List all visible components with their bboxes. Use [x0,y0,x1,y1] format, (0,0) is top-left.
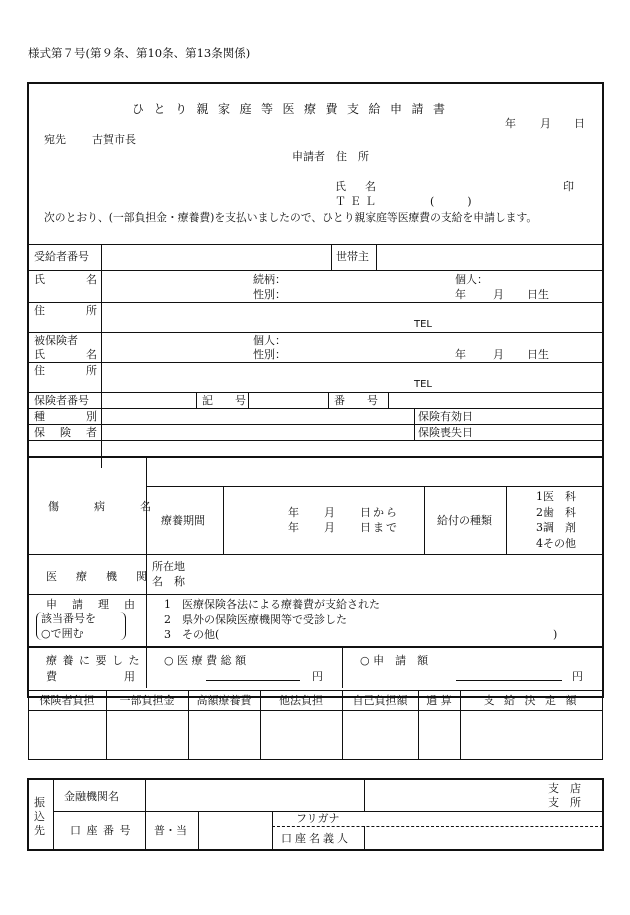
recipient-address-label-b: 所 [86,304,97,317]
insurance-valid-label: 保険有効日 [418,410,473,423]
settlement-col-3: 高額療養費 [196,694,252,707]
benefit-type-2: 2歯 科 [536,506,576,519]
insured-address-label-a: 住 [34,364,45,377]
reason-2: 2 県外の保険医療機関等で受診した [164,613,347,626]
addressee-label: 宛先 [44,133,66,146]
account-holder-label: 口座名義人 [281,832,351,845]
period-label: 療養期間 [161,514,205,527]
applicant-tel-paren: ( ) [430,195,472,208]
divider [145,779,146,850]
institution-name-label: 名 称 [152,575,185,588]
institution-location-label: 所在地 [152,560,185,573]
addressee: 古賀市長 [92,133,136,146]
declaration-text: 次のとおり、(一部負担金・療養費)を支払いましたので、ひとり親家庭等医療費の支給を申請します。 [44,211,538,224]
recipient-name-label-b: 名 [86,273,97,286]
symbol-label: 記 号 [202,394,246,407]
branch-label-2: 支 所 [548,796,581,809]
total-cost-field[interactable] [206,680,300,681]
date-month: 月 [540,117,551,130]
divider [364,779,365,811]
recipient-dob-month: 月 [493,288,504,301]
from-day: 日から [360,506,399,519]
applicant-tel-label: ＴＥＬ [335,195,380,208]
divider [328,392,329,408]
divider [364,826,365,850]
divider [28,594,603,595]
divider [53,779,54,850]
disease-label: 傷 病 名 [48,500,163,513]
applicant-name-label: 氏 名 [335,180,380,193]
settlement-col-1: 保険者負担 [39,694,95,707]
account-type: 普・当 [154,824,187,837]
to-month: 月 [324,521,335,534]
account-number-label: 口 座 番 号 [70,824,132,837]
label-column-divider [101,244,102,468]
benefit-type-3: 3調 剤 [536,521,576,534]
date-year: 年 [505,117,516,130]
benefit-type-4: 4その他 [536,537,576,550]
recipient-number-label: 受給者番号 [34,250,89,263]
settlement-col-6: 過 算 [426,694,452,707]
divider [28,424,603,425]
divider [272,811,273,850]
from-month: 月 [324,506,335,519]
number-label: 番 号 [334,394,378,407]
insured-dob-year: 年 [455,348,466,361]
recipient-address-label-a: 住 [34,304,45,317]
householder-label: 世帯主 [336,250,369,263]
request-yen: 円 [572,670,583,683]
form-number: 様式第７号(第９条、第10条、第13条関係) [28,46,251,60]
recipient-individual-label: 個人： [455,273,488,286]
divider [28,302,603,303]
type-label-b: 別 [86,410,97,423]
recipient-name-label-a: 氏 [34,273,45,286]
branch-label-1: 支 店 [548,782,581,795]
furigana-dashed-line [272,826,603,827]
divider [198,811,199,850]
reason-note-2: ○で囲む [41,627,84,640]
insured-label-b: 名 [86,348,97,361]
insured-label-a: 氏 [34,348,45,361]
transfer-label: 振込先 [34,796,45,837]
divider [28,332,603,333]
divider [28,270,603,271]
recipient-relation-label: 続柄： [253,273,286,286]
divider [223,486,224,554]
insurance-lost-label: 保険喪失日 [418,426,473,439]
type-label-a: 種 [34,410,45,423]
to-year: 年 [288,521,299,534]
insured-tel: TEL [414,379,432,390]
applicant-address-label: 申請者 住 所 [292,150,369,163]
date-day: 日 [574,117,585,130]
bank-institution-label: 金融機関名 [64,790,119,803]
insurer-label: 保 険 者 [34,426,99,439]
section-divider [28,456,603,458]
divider [28,362,603,363]
benefit-type-label: 給付の種類 [437,514,492,527]
recipient-gender-label: 性別： [253,288,286,301]
divider [28,408,603,409]
reason-3-close: ) [553,628,558,641]
insured-address-label-b: 所 [86,364,97,377]
cost-label-1: 療 養 に 要 し た [46,654,141,667]
insured-individual-label: 個人： [253,334,286,347]
insured-dob-month: 月 [493,348,504,361]
divider [146,646,147,688]
divider [506,486,507,554]
reason-3: 3 その他( [164,628,220,641]
section-divider [28,646,603,648]
to-day: 日まで [360,521,399,534]
insured-gender-label: 性別： [253,348,286,361]
divider [146,486,603,487]
request-amount-label: ○ 申 請 額 [360,654,429,667]
divider [342,646,343,688]
divider [28,392,603,393]
recipient-tel: TEL [414,319,432,330]
reason-1: 1 医療保険各法による療養費が支給された [164,598,380,611]
total-yen: 円 [312,670,323,683]
insurer-number-label: 保険者番号 [34,394,89,407]
settlement-col-4: 他法負担 [279,694,323,707]
insured-dob-day: 日生 [527,348,549,361]
divider [28,440,603,441]
institution-label: 医 療 機 関 [46,570,151,583]
cost-label-2: 費 用 [46,670,137,683]
divider [331,244,332,270]
divider [28,244,603,245]
divider [196,392,197,408]
request-amount-field[interactable] [456,680,562,681]
furigana-label: フリガナ [296,812,340,825]
seal-mark: 印 [563,180,574,193]
reason-label: 申 請 理 由 [46,598,137,611]
divider [424,486,425,554]
recipient-dob-year: 年 [455,288,466,301]
reason-note-1: 該当番号を [41,612,96,625]
divider [28,554,603,555]
divider [28,710,603,711]
settlement-col-7: 支 給 決 定 額 [483,694,580,707]
recipient-dob-day: 日生 [527,288,549,301]
insured-label-line1: 被保険者 [34,334,78,347]
label-column-divider [146,456,147,646]
total-cost-label: ○ 医 療 費 総 額 [164,654,247,667]
divider [388,392,389,408]
benefit-type-1: 1医 科 [536,490,576,503]
form-title: ひとり親家庭等医療費支給申請書 [132,102,455,116]
divider [376,244,377,270]
from-year: 年 [288,506,299,519]
settlement-col-5: 自己負担額 [352,694,408,707]
settlement-col-2: 一部負担金 [119,694,175,707]
divider [248,392,249,408]
